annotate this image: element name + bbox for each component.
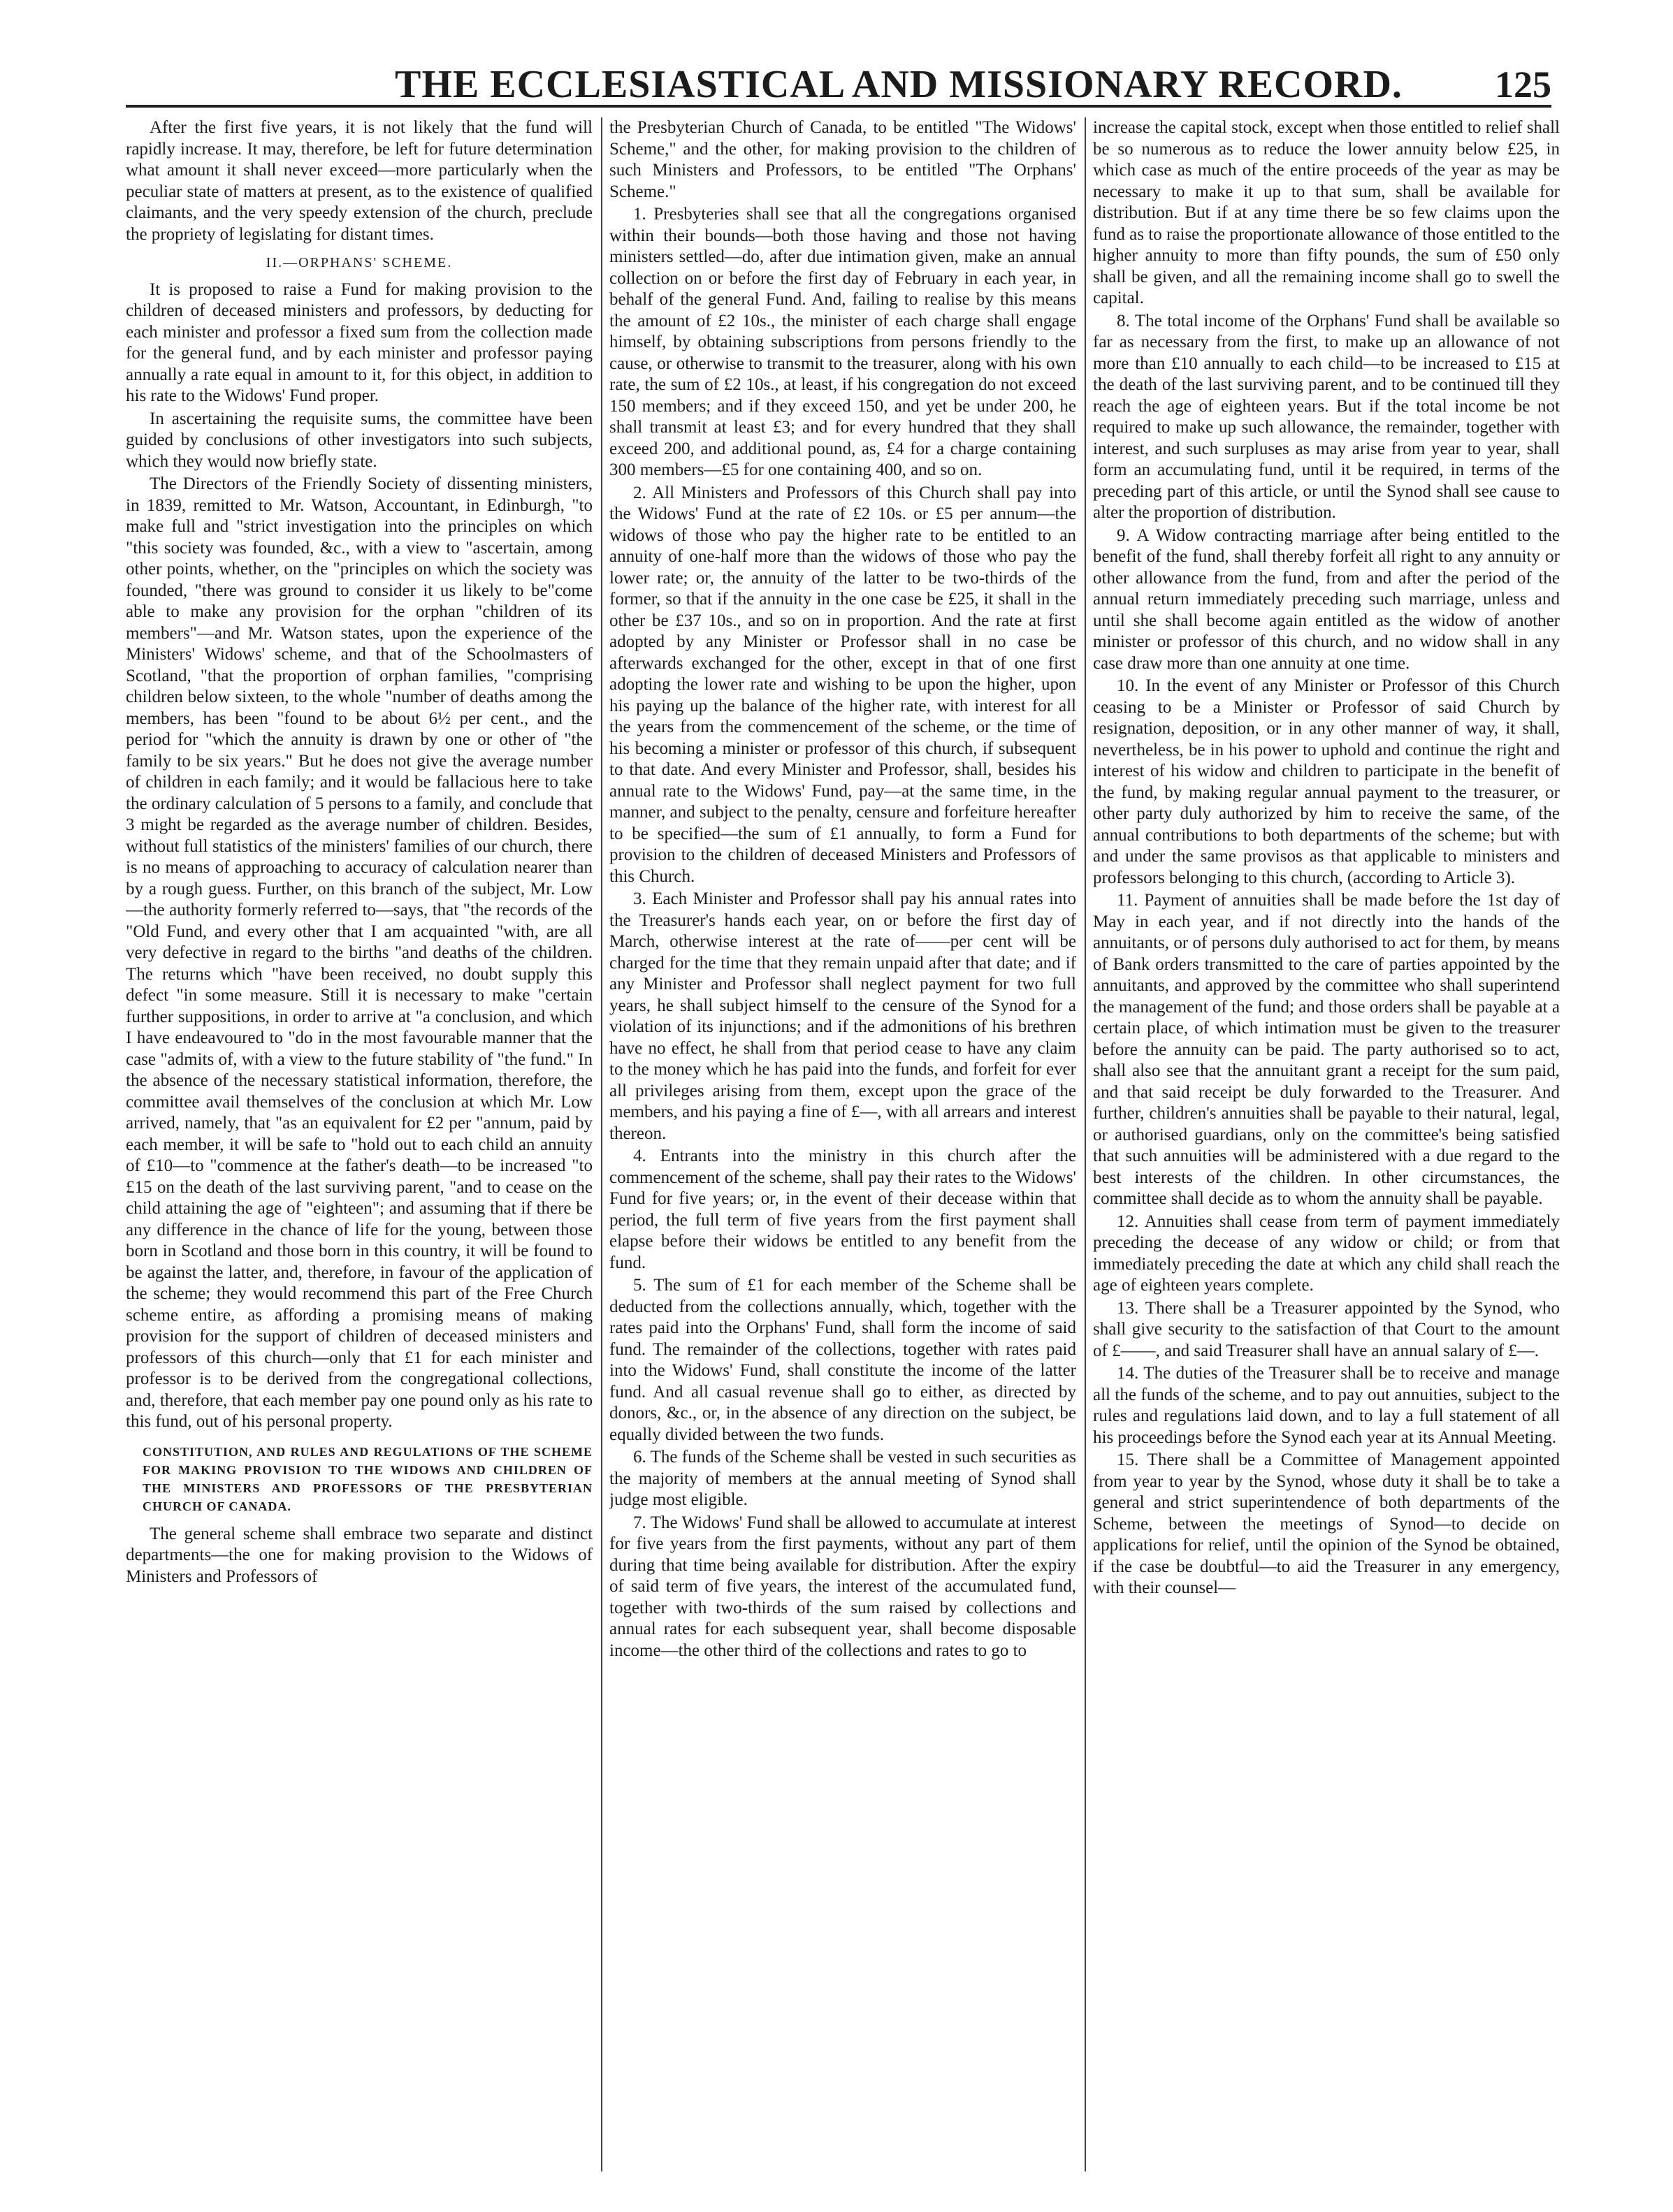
journal-title: THE ECCLESIASTICAL AND MISSIONARY RECORD.: [395, 63, 1403, 106]
paragraph: It is proposed to raise a Fund for making provision to the children of deceased ministers and professors, by deducting for each minister and professor a fixed sum from the collection made for the general fund, and by each minister and professor paying annually a rate equal in amount to it, for this object, in addition to his rate to the Widows' Fund proper.: [126, 279, 593, 405]
column-divider: [601, 117, 602, 2171]
rule-paragraph: 7. The Widows' Fund shall be allowed to accumulate at interest for five years from the first payments, without any part of them during that time being available for distribution. After the expiry of said term of five years, the interest of the accumulated fund, together with two-thirds of the sum raised by collections and annual rates for each subsequent year, shall become disposable income—the other third of the collections and rates to go to: [609, 1513, 1076, 1660]
column-divider: [1085, 117, 1086, 2171]
rule-paragraph: 5. The sum of £1 for each member of the Scheme shall be deducted from the collections annually, which, together with the rates paid into the Orphans' Fund, shall form the income of said fund. The remainder of the collections, together with rates paid into the Widows' Fund, shall constitute the income of the latter fund. And all casual revenue shall go to either, as directed by donors, &c., or, in the absence of any direction on the subject, be equally divided between the two funds.: [609, 1276, 1076, 1444]
rule-paragraph: 3. Each Minister and Professor shall pay his annual rates into the Treasurer's hands each year, on or before the first day of March, otherwise interest at the rate of——per cent will be charged for the time that they remain unpaid after that date; and if any Minister and Professor shall neglect payment for two full years, he shall subject himself to the censure of the Synod for a violation of its injunctions; and if the admonitions of his brethren have no effect, he shall from that period cease to have any claim to the money which he has paid into the funds, and forfeit for ever all privileges arising from them, except upon the grace of the members, and his paying a fine of £—, with all arrears and interest thereon.: [609, 889, 1076, 1143]
paragraph: The general scheme shall embrace two separate and distinct departments—the one for making provision to the Widows of Ministers and Professors of: [126, 1524, 593, 1586]
paragraph: increase the capital stock, except when those entitled to relief shall be so numerous as to reduce the lower annuity below £25, in which case as much of the entire proceeds of the year as may be necessary to make it up to that sum, shall be available for distribution. But if at any time there be so few claims upon the fund as to raise the proportionate allowance of those entitled to the higher annuity to more than fifty pounds, the sum of £50 only shall be given, and all the remaining income shall go to swell the capital.: [1093, 118, 1560, 307]
rule-paragraph: 6. The funds of the Scheme shall be vested in such securities as the majority of members at the annual meeting of Synod shall judge most eligible.: [609, 1448, 1076, 1509]
section-heading-orphans-scheme: II.—ORPHANS' SCHEME.: [266, 255, 453, 270]
text-column-3: [1093, 117, 1560, 2171]
header-rule: [126, 105, 1551, 108]
rule-paragraph: 4. Entrants into the ministry in this church after the commencement of the scheme, shall pay their rates to the Widows' Fund for five years; or, in the event of their decease within that period, the full term of five years from the first payment shall elapse before their widows be entitled to any benefit from the fund.: [609, 1147, 1076, 1272]
rule-paragraph: 14. The duties of the Treasurer shall be to receive and manage all the funds of the scheme, and to pay out annuities, subject to the rules and regulations laid down, and to lay a full statement of all his proceedings before the Synod each year at its Annual Meeting.: [1093, 1364, 1560, 1447]
rule-paragraph: 8. The total income of the Orphans' Fund shall be available so far as necessary from the first, to make up an allowance of not more than £10 annually to each child—to be increased to £15 at the death of the last surviving parent, and to be continued till they reach the age of eighteen years. But if the total income be not required to make up such allowance, the remainder, together with interest, and such surpluses as may arise from year to year, shall form an accumulating fund, until it be required, in terms of the preceding part of this article, or until the Synod shall see cause to alter the proportion of distribution.: [1093, 311, 1560, 522]
text-column-1: [126, 117, 593, 2171]
paragraph: The Directors of the Friendly Society of dissenting ministers, in 1839, remitted to Mr. Watson, Accountant, in Edinburgh, "to make full and "strict investigation into the principles on which "this society was founded, &c., with a view to "ascertain, among other points, whether, on the "principles on which the society was founded, "there was ground to consider it us likely to be"come able to make any provision for the orphan "children of its members"—and Mr. Watson states, upon the experience of the Ministers' Widows' scheme, and that of the Schoolmasters of Scotland, "that the proportion of orphan families, "comprising children below sixteen, to the whole "number of deaths among the members, has been "found to be about 6½ per cent., and the period for "which the annuity is drawn by one or other of "the family to be six years." But he does not give the average number of children in each family; and it would be fallacious here to take the ordinary calculation of 5 persons to a family, and conclude that 3 might be regarded as the average number of children. Besides, without full statistics of the ministers' families of our church, there is no means of approaching to accuracy of calculation nearer than by a rough guess. Further, on this branch of the subject, Mr. Low—the authority formerly referred to—says, that "the records of the "Old Fund, and every other that I am acquainted "with, are all very defective in regard to the births "and deaths of the children. The returns which "have been received, no doubt supply this defect "in some measure. Still it is necessary to make "certain further suppositions, in order to arrive at "a conclusion, and which I have endeavoured to "do in the most favourable manner that the case "admits of, with a view to the future stability of "the fund." In the absence of the necessary statistical information, therefore, the committee avail themselves of the conclusion at which Mr. Low arrived, namely, that "as an equivalent for £2 per "annum, paid by each member, it will be safe to "hold out to each child an annuity of £10—to "commence at the father's death—to be increased "to £15 on the death of the last surviving parent, "and to cease on the child attaining the age of "eighteen"; and assuming that if there be any difference in the chance of life for the young, between those born in Scotland and those born in this country, it will be found to be against the latter, and, therefore, in favour of the application of the scheme; they would recommend this part of the Free Church scheme entire, as affording a promising means of making provision for the support of children of deceased ministers and professors of this church—only that £1 for each minister and professor is to be derived from the congregational collections, and, therefore, that each member pay one pound only as his rate to this fund, out of his personal property.: [126, 474, 593, 1431]
page-header: [126, 60, 1551, 109]
rule-paragraph: 9. A Widow contracting marriage after being entitled to the benefit of the fund, shall thereby forfeit all right to any annuity or other allowance from the fund, from and after the period of the annual return immediately preceding such marriage, unless and until she shall become again entitled as the widow of another minister or professor of this church, and no widow shall in any case draw more than one annuity at one time.: [1093, 525, 1560, 673]
paragraph: the Presbyterian Church of Canada, to be entitled "The Widows' Scheme," and the other, for making provision to the children of such Ministers and Professors, to be entitled "The Orphans' Scheme.": [609, 118, 1076, 201]
rule-paragraph: 2. All Ministers and Professors of this Church shall pay into the Widows' Fund at the rate of £2 10s. or £5 per annum—the widows of those who pay the higher rate to be entitled to an annuity of one-half more than the widows of those who pay the lower rate; or, the annuity of the latter to be two-thirds of the former, so that if the annuity in the one case be £25, it shall in the other be £37 10s., and so on in proportion. And the rate at first adopted by any Minister or Professor shall in no case be afterwards exchanged for the other, except in that of one first adopting the lower rate and wishing to be upon the higher, upon his paying up the balance of the higher rate, with interest for all the years from the commencement of the scheme, or the time of his becoming a minister or professor of this church, if subsequent to that date. And every Minister and Professor, shall, besides his annual rate to the Widows' Fund, pay—at the same time, in the manner, and subject to the penalty, censure and forfeiture hereafter to be specified—the sum of £1 annually, to form a Fund for provision to the children of deceased Ministers and Professors of this Church.: [609, 483, 1076, 886]
rule-paragraph: 10. In the event of any Minister or Professor of this Church ceasing to be a Minister or Professor of said Church by resignation, deposition, or in any other manner of way, it shall, nevertheless, be in his power to uphold and continue the right and interest of his widow and children to participate in the benefit of the fund, by making regular annual payment to the treasurer, or other party duly authorized by him to receive the same, of the annual contributions to both departments of the scheme; but with and under the same provisos as that applicable to ministers and professors belonging to this church, (according to Article 3).: [1093, 676, 1560, 887]
page-number: 125: [1495, 64, 1551, 105]
constitution-heading: CONSTITUTION, AND RULES AND REGULATIONS OF THE SCHEME FOR MAKING PROVISION TO THE WIDOWS AND CHILDREN OF THE MINISTERS AND PROFESSORS OF THE PRESBYTERIAN CHURCH OF CANADA.: [143, 1444, 593, 1513]
paragraph: After the first five years, it is not likely that the fund will rapidly increase. It may, therefore, be left for future determination what amount it shall never exceed—more particularly when the peculiar state of matters at present, as to the existence of qualified claimants, and the very speedy extension of the church, preclude the propriety of legislating for distant times.: [126, 118, 593, 244]
text-column-2: [609, 117, 1076, 2171]
rule-paragraph: 12. Annuities shall cease from term of payment immediately preceding the decease of any widow or child; or from that immediately preceding the date at which any child shall reach the age of eighteen years complete.: [1093, 1211, 1560, 1295]
rule-paragraph: 1. Presbyteries shall see that all the congregations organised within their bounds—both those having and those not having ministers settled—do, after due intimation given, make an annual collection on or before the first day of February in each year, in behalf of the general Fund. And, failing to realise by this means the amount of £2 10s., the minister of each charge shall engage himself, by obtaining subscriptions from persons friendly to the cause, or otherwise to transmit to the treasurer, along with his own rate, the sum of £2 10s., at least, if his congregation do not exceed 150 members; and if they exceed 150, and yet be under 200, he shall transmit at least £3; and for every hundred that they shall exceed 200, and additional pound, as, £4 for a charge containing 300 members—£5 for one containing 400, and so on.: [609, 205, 1076, 479]
rule-paragraph: 11. Payment of annuities shall be made before the 1st day of May in each year, and if not directly into the hands of the annuitants, or of persons duly authorised to act for them, by means of Bank orders transmitted to the care of parties appointed by the annuitants, and approved by the committee who shall superintend the management of the fund; and those orders shall be payable at a certain place, of which intimation must be given to the treasurer before the annuity can be paid. The party authorised so to act, shall also see that the annuitant grant a receipt for the sum paid, and that said receipt be duly forwarded to the Treasurer. And further, children's annuities shall be payable to their natural, legal, or authorised guardians, only on the committee's being satisfied that such annuities will be administered with a due regard to the best interests of the children. In other circumstances, the committee shall decide as to whom the annuity shall be payable.: [1093, 891, 1560, 1208]
rule-paragraph: 15. There shall be a Committee of Management appointed from year to year by the Synod, whose duty it shall be to take a general and strict superintendence of both departments of the Scheme, between the meetings of Synod—to decide on applications for relief, until the opinion of the Synod be obtained, if the case be doubtful—to aid the Treasurer in any emergency, with their counsel—: [1093, 1450, 1560, 1597]
rule-paragraph: 13. There shall be a Treasurer appointed by the Synod, who shall give security to the satisfaction of that Court to the amount of £——, and said Treasurer shall have an annual salary of £—.: [1093, 1298, 1560, 1360]
paragraph: In ascertaining the requisite sums, the committee have been guided by conclusions of other investigators into such subjects, which they would now briefly state.: [126, 409, 593, 471]
